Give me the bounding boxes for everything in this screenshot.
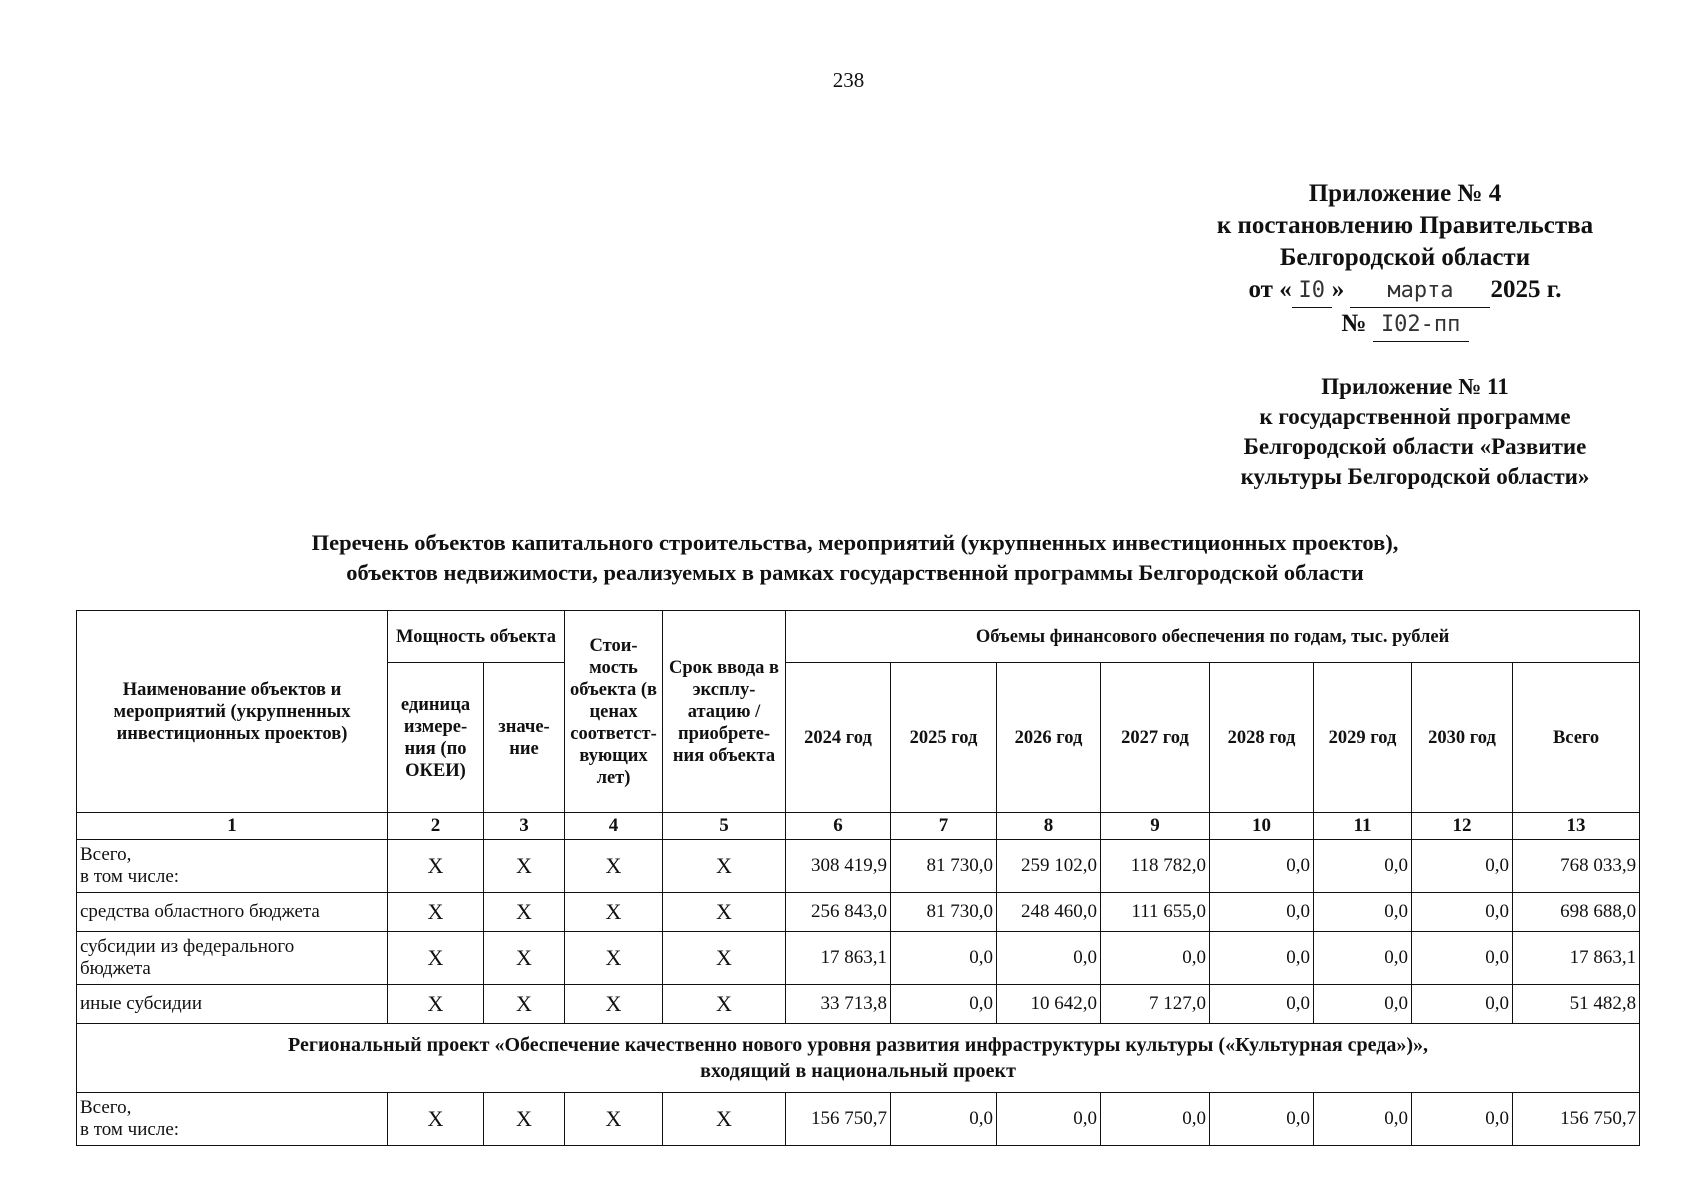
row-mark: X [565, 985, 663, 1024]
row-mark: X [388, 893, 484, 932]
column-number: 3 [484, 813, 565, 840]
header-capacity: Мощность объекта [388, 611, 565, 663]
row-mark: X [565, 932, 663, 985]
table-row [77, 893, 1640, 932]
table-row [77, 932, 1640, 985]
column-number: 8 [997, 813, 1101, 840]
row-value: 0,0 [1314, 932, 1412, 985]
annex-line-3: Белгородской области «Развитие [1243, 434, 1587, 459]
number-value: I02-пп [1373, 309, 1469, 342]
row-name: средства областного бюджета [77, 893, 388, 932]
header-year: 2029 год [1314, 663, 1412, 813]
row-mark: X [484, 932, 565, 985]
table-row [77, 985, 1640, 1024]
row-mark: X [565, 1093, 663, 1146]
row-mark: X [388, 985, 484, 1024]
header-year: 2030 год [1412, 663, 1513, 813]
row-value: 0,0 [1412, 1093, 1513, 1146]
title-line-2: объектов недвижимости, реализуемых в рамках государственной программы Белгородской области [346, 560, 1364, 585]
column-numbers-row [77, 813, 1640, 840]
row-value: 0,0 [1101, 1093, 1210, 1146]
row-value: 10 642,0 [997, 985, 1101, 1024]
row-value: 259 102,0 [997, 840, 1101, 893]
row-value: 0,0 [891, 1093, 997, 1146]
column-number: 10 [1210, 813, 1314, 840]
row-mark: X [388, 1093, 484, 1146]
header-year: 2027 год [1101, 663, 1210, 813]
date-prefix: от « [1248, 276, 1292, 303]
row-value: 0,0 [997, 932, 1101, 985]
date-day: I0 [1292, 275, 1332, 308]
row-value: 81 730,0 [891, 893, 997, 932]
section-title [77, 1024, 1640, 1093]
column-number: 9 [1101, 813, 1210, 840]
row-value: 0,0 [1101, 932, 1210, 985]
header-year: 2026 год [997, 663, 1101, 813]
header-total: Всего [1513, 663, 1640, 813]
row-value: 0,0 [1314, 985, 1412, 1024]
section-title-line-2: входящий в национальный проект [700, 1060, 1016, 1082]
row-value: 118 782,0 [1101, 840, 1210, 893]
approval-line-1: Приложение № 4 [1308, 180, 1502, 207]
table-row [77, 840, 1640, 893]
row-total: 51 482,8 [1513, 985, 1640, 1024]
row-value: 17 863,1 [786, 932, 891, 985]
approval-line-3: Белгородской области [1279, 244, 1531, 271]
row-mark: X [663, 932, 786, 985]
row-value: 0,0 [1210, 932, 1314, 985]
header-name: Наименование объектов и мероприятий (укрупненных инвестиционных проектов) [77, 611, 388, 813]
column-number: 6 [786, 813, 891, 840]
row-mark: X [484, 840, 565, 893]
column-number: 12 [1412, 813, 1513, 840]
row-value: 0,0 [997, 1093, 1101, 1146]
row-mark: X [484, 985, 565, 1024]
annex-line-4: культуры Белгородской области» [1240, 464, 1590, 489]
header-cost: Стои-мость объекта (в ценах соответст-вующих лет) [565, 611, 663, 813]
header-year: 2028 год [1210, 663, 1314, 813]
row-value: 0,0 [1412, 985, 1513, 1024]
row-name: Всего, в том числе: [77, 840, 388, 893]
row-value: 0,0 [1412, 932, 1513, 985]
column-number: 4 [565, 813, 663, 840]
header-unit: единица измере-ния (по ОКЕИ) [388, 663, 484, 813]
row-value: 0,0 [1210, 840, 1314, 893]
header-term: Срок ввода в эксплу-атацию / приобрете-ния объекта [663, 611, 786, 813]
row-mark: X [565, 893, 663, 932]
row-total: 17 863,1 [1513, 932, 1640, 985]
row-value: 111 655,0 [1101, 893, 1210, 932]
row-value: 7 127,0 [1101, 985, 1210, 1024]
row-value: 156 750,7 [786, 1093, 891, 1146]
table-row [77, 1093, 1640, 1146]
row-mark: X [565, 840, 663, 893]
column-number: 1 [77, 813, 388, 840]
row-value: 81 730,0 [891, 840, 997, 893]
column-number: 2 [388, 813, 484, 840]
row-total: 698 688,0 [1513, 893, 1640, 932]
row-value: 0,0 [1314, 1093, 1412, 1146]
row-value: 256 843,0 [786, 893, 891, 932]
annex-block [1210, 372, 1620, 492]
funding-table [76, 610, 1640, 1146]
row-total: 768 033,9 [1513, 840, 1640, 893]
row-value: 0,0 [1412, 840, 1513, 893]
row-name: иные субсидии [77, 985, 388, 1024]
row-mark: X [388, 840, 484, 893]
row-value: 33 713,8 [786, 985, 891, 1024]
column-number: 7 [891, 813, 997, 840]
title-line-1: Перечень объектов капитального строительства, мероприятий (укрупненных инвестиционных проектов), [311, 530, 1399, 555]
annex-line-2: к государственной программе [1259, 404, 1571, 429]
row-value: 0,0 [1210, 893, 1314, 932]
row-total: 156 750,7 [1513, 1093, 1640, 1146]
row-value: 248 460,0 [997, 893, 1101, 932]
column-number: 5 [663, 813, 786, 840]
annex-line-1: Приложение № 11 [1321, 374, 1509, 399]
approval-line-2: к постановлению Правительства [1216, 212, 1594, 239]
document-title [140, 528, 1570, 588]
row-value: 0,0 [891, 932, 997, 985]
page-number: 238 [832, 68, 865, 92]
row-mark: X [484, 893, 565, 932]
column-number: 11 [1314, 813, 1412, 840]
row-mark: X [663, 840, 786, 893]
row-name: субсидии из федерального бюджета [77, 932, 388, 985]
approval-number [1170, 308, 1640, 342]
header-funding: Объемы финансового обеспечения по годам, тыс. рублей [786, 611, 1640, 663]
row-mark: X [663, 1093, 786, 1146]
row-value: 0,0 [1210, 985, 1314, 1024]
date-year: 2025 г. [1490, 276, 1562, 303]
row-mark: X [484, 1093, 565, 1146]
row-mark: X [388, 932, 484, 985]
row-value: 0,0 [1314, 840, 1412, 893]
row-value: 0,0 [891, 985, 997, 1024]
date-month: марта [1350, 275, 1490, 308]
row-mark: X [663, 893, 786, 932]
approval-block [1170, 178, 1640, 342]
row-value: 308 419,9 [786, 840, 891, 893]
header-value: значе-ние [484, 663, 565, 813]
header-year: 2025 год [891, 663, 997, 813]
number-prefix: № [1341, 310, 1367, 337]
approval-date [1170, 274, 1640, 308]
section-row [77, 1024, 1640, 1093]
row-value: 0,0 [1210, 1093, 1314, 1146]
date-mid: » [1331, 276, 1345, 303]
section-title-line-1: Региональный проект «Обеспечение качественно нового уровня развития инфраструктуры культуры («Культурная среда»)», [288, 1034, 1429, 1056]
row-name: Всего, в том числе: [77, 1093, 388, 1146]
column-number: 13 [1513, 813, 1640, 840]
row-mark: X [663, 985, 786, 1024]
row-value: 0,0 [1314, 893, 1412, 932]
row-value: 0,0 [1412, 893, 1513, 932]
header-year: 2024 год [786, 663, 891, 813]
